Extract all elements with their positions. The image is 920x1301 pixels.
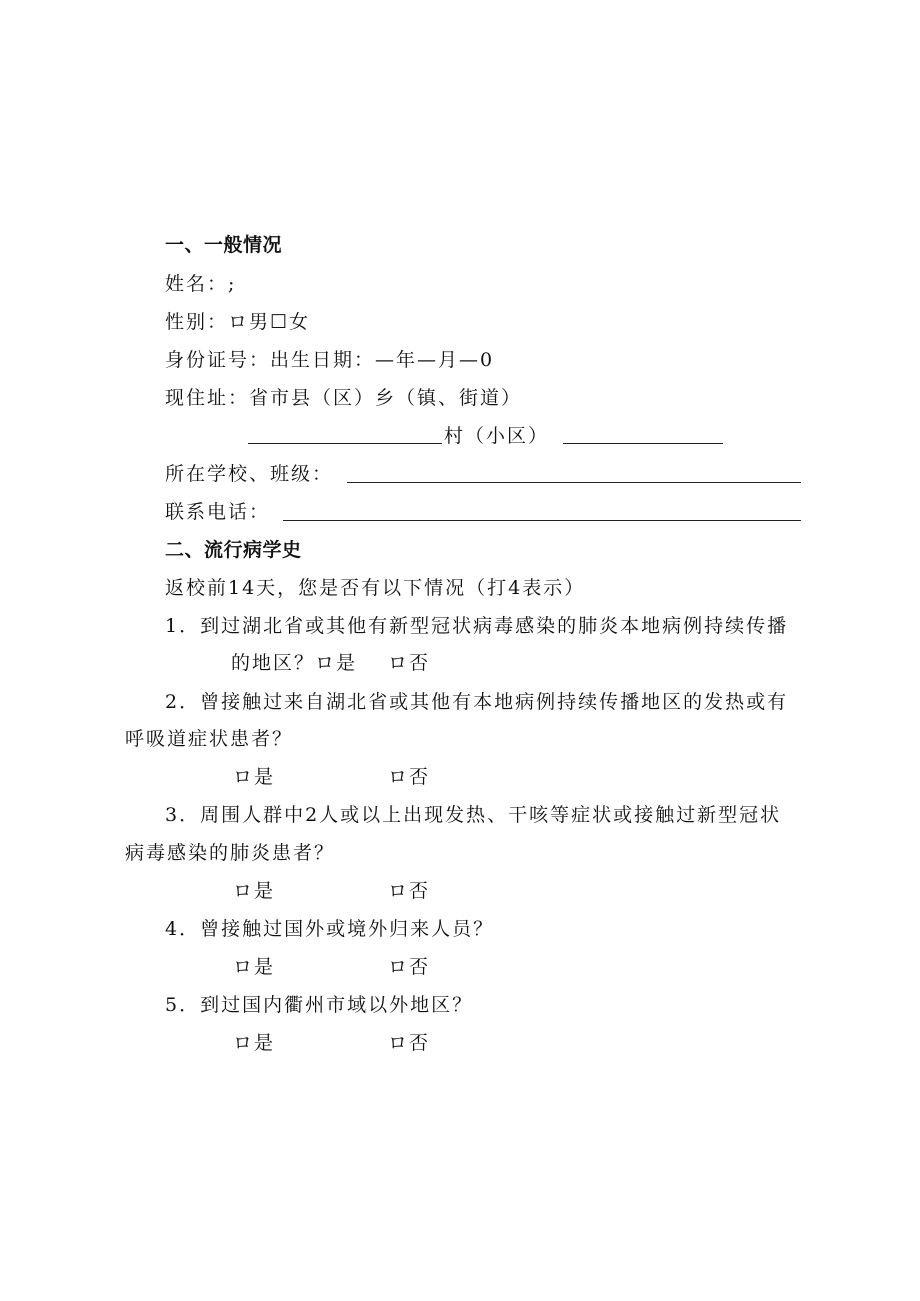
question-3-yes-checkbox[interactable]: ロ是 [233, 880, 276, 902]
question-5: 5．到过国内衢州市域以外地区？ [165, 994, 474, 1016]
question-5-yes-checkbox[interactable]: ロ是 [233, 1032, 276, 1054]
question-2-yes-checkbox[interactable]: ロ是 [233, 766, 276, 788]
school-class-blank[interactable] [347, 482, 801, 483]
question-3-line-2: 病毒感染的肺炎患者？ [125, 842, 336, 864]
address-village-blank[interactable] [248, 443, 442, 444]
question-2-no-checkbox[interactable]: ロ否 [388, 766, 431, 788]
question-4-yes-checkbox[interactable]: ロ是 [233, 956, 276, 978]
epidemiology-intro: 返校前14天，您是否有以下情况（打4表示） [165, 577, 586, 599]
school-class-label: 所在学校、班级： [165, 463, 334, 485]
address-field: 现住址：省市县（区）乡（镇、街道） [165, 387, 523, 409]
question-2-line-2: 呼吸道症状患者？ [125, 728, 294, 750]
gender-field: 性别：ロ男☐女 [165, 311, 311, 333]
question-2-line-1: 2．曾接触过来自湖北省或其他有本地病例持续传播地区的发热或有 [165, 691, 789, 713]
question-1-line-2: 的地区？ロ是 [231, 652, 358, 674]
question-3-no-checkbox[interactable]: ロ否 [388, 880, 431, 902]
id-birthdate-field: 身份证号：出生日期：—年—月—0 [165, 349, 495, 371]
question-1-line-1: 1．到过湖北省或其他有新型冠状病毒感染的肺炎本地病例持续传播 [165, 615, 789, 637]
question-4-no-checkbox[interactable]: ロ否 [388, 956, 431, 978]
question-4: 4．曾接触过国外或境外归来人员？ [165, 918, 495, 940]
section-general-heading: 一、一般情况 [165, 234, 283, 256]
question-5-no-checkbox[interactable]: ロ否 [388, 1032, 431, 1054]
village-label: 村（小区） [444, 425, 550, 447]
phone-label: 联系电话： [165, 501, 271, 523]
name-field-label: 姓名：; [165, 273, 237, 295]
address-community-blank[interactable] [563, 443, 723, 444]
section-epidemiology-heading: 二、流行病学史 [165, 539, 302, 561]
question-3-line-1: 3．周围人群中2人或以上出现发热、干咳等症状或接触过新型冠状 [165, 804, 782, 826]
question-1-no-checkbox[interactable]: ロ否 [388, 652, 431, 674]
phone-blank[interactable] [283, 520, 801, 521]
